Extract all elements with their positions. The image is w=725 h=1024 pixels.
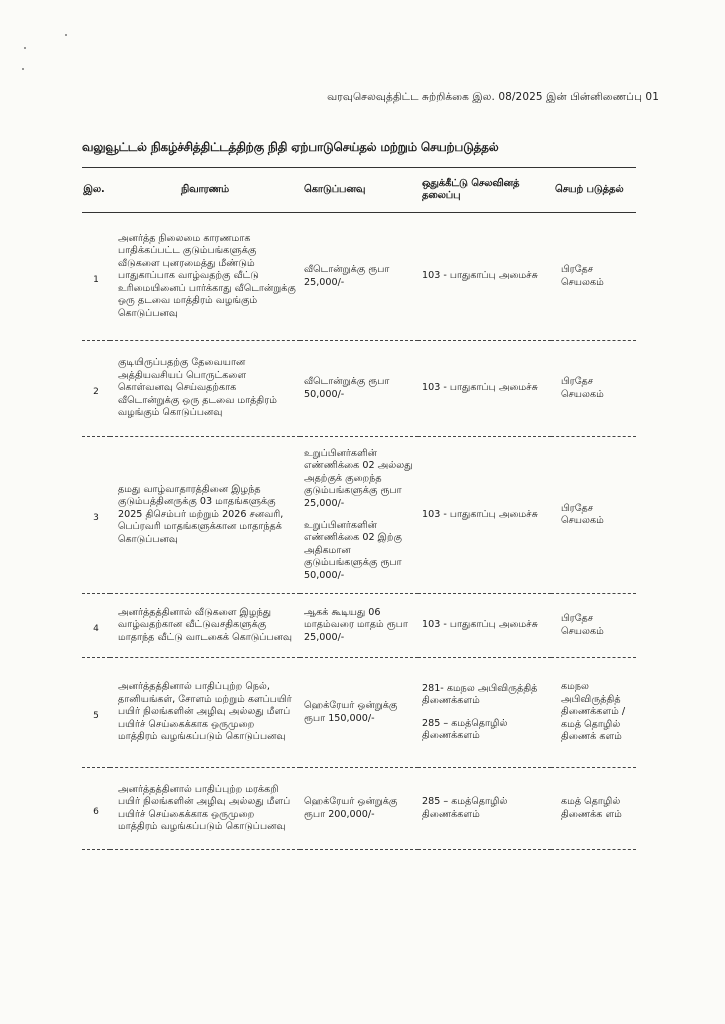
budget-head-agriculture: 285 – கமத்தொழில் திணைக்களம் (422, 717, 508, 741)
row-number: 2 (93, 386, 99, 397)
payment-option-small-family: உறுப்பினர்களின் எண்ணிக்கை 02 அல்லது அதற்குக் குறைந்த குடும்பங்களுக்கு ரூபா 25,000/- (304, 447, 413, 509)
row-number: 6 (93, 806, 99, 817)
budget-head-agrarian: 281- கமநல அபிவிருத்தித் திணைக்களம் (422, 682, 538, 707)
relief-table (82, 167, 636, 850)
payment-cell (300, 437, 418, 594)
document-title: வலுவூட்டல் நிகழ்ச்சித்திட்டத்திற்கு நிதி ஏற்பாடுசெய்தல் மற்றும் செயற்படுத்தல் (82, 140, 499, 154)
table-row (82, 768, 636, 850)
relief-description: குடியிருப்பதற்கு தேவையான அத்தியவசியப் பொருட்களை கொள்வனவு செய்வதற்காக வீடொன்றுக்கு ஒரு தடவை மாத்திரம் வழங்கும் கொடுப்பனவு (118, 357, 277, 419)
implementing-agency: பிரதேச செயலகம் (561, 264, 604, 288)
payment-amount: வீடொன்றுக்கு ரூபா 25,000/- (304, 264, 390, 288)
col-header-payment: கொடுப்பனவு (304, 183, 366, 195)
table-row (82, 437, 636, 594)
relief-description: அனர்த்தத்தினால் வீடுகளை இழந்து வாழ்வதற்கான வீட்டுவசதிகளுக்கு மாதாந்த வீட்டு வாடகைக் கொடுப்பனவு (118, 606, 293, 643)
implementing-agency: கமநல அபிவிருத்தித் திணைக்களம் / கமத் தொழில் திணைக் களம் (561, 681, 626, 743)
col-header-budget-head: ஒதுக்கீட்டு செலவினத் தலைப்பு (422, 177, 520, 201)
table-row (82, 213, 636, 341)
implementing-agency: பிரதேச செயலகம் (561, 376, 604, 400)
budget-head-cell (418, 658, 551, 768)
implementing-agency: பிரதேச செயலகம் (561, 613, 604, 637)
payment-amount: ஹெக்ரேயர் ஒன்றுக்கு ரூபா 200,000/- (304, 796, 398, 820)
budget-head: 103 - பாதுகாப்பு அமைச்சு (422, 619, 538, 631)
col-header-implementation: செயற் படுத்தல் (555, 183, 624, 195)
budget-head: 103 - பாதுகாப்பு அமைச்சு (422, 382, 538, 394)
budget-head: 285 – கமத்தொழில் திணைக்களம் (422, 796, 508, 820)
payment-amount: ஆகக் கூடியது 06 மாதம்வரை மாதம் ரூபா 25,000/- (304, 606, 408, 643)
col-header-description: நிவாரணம் (180, 183, 230, 195)
payment-option-large-family: உறுப்பினர்களின் எண்ணிக்கை 02 இற்கு அதிகமான குடும்பங்களுக்கு ரூபா 50,000/- (304, 520, 402, 581)
implementing-agency: கமத் தொழில் திணைக்க ளம் (561, 796, 622, 820)
implementing-agency: பிரதேச செயலகம் (561, 502, 604, 526)
row-number: 4 (93, 623, 99, 634)
col-header-no: இல. (83, 183, 105, 195)
budget-head: 103 - பாதுகாப்பு அமைச்சு (422, 270, 538, 282)
payment-amount: வீடொன்றுக்கு ரூபா 50,000/- (304, 376, 390, 400)
table-row (82, 658, 636, 768)
payment-amount: ஹெக்ரேயர் ஒன்றுக்கு ரூபா 150,000/- (304, 700, 398, 724)
relief-description: அனர்த்தத்தினால் பாதிப்புற்ற மரக்கறி பயிர் நிலங்களின் அழிவு அல்லது மீளப் பயிர்ச் செய்கைக்காக ஒருமுறை மாத்திரம் வழங்கப்படும் கொடுப்பனவு (118, 783, 291, 832)
relief-description: அனர்த்தத்தினால் பாதிப்புற்ற நெல், தானியங்கள், சோளம் மற்றும் களப்பயிர் பயிர் நிலங்களின் அழிவு அல்லது மீளப் பயிர்ச் செய்கைக்காக ஒருமுறை மாத்திரம் வழங்கப்படும் கொடுப்பனவு (118, 681, 292, 743)
table-row (82, 341, 636, 437)
relief-description: அனர்த்த நிலைமை காரணமாக பாதிக்கப்பட்ட குடும்பங்களுக்கு வீடுகளை புனரமைத்து மீண்டும் பாதுகாப்பாக வாழ்வதற்கு வீட்டு உரிமையினைப் பார்க்காது வீடொன்றுக்கு ஒரு தடவை மாத்திரம் வழங்கும் கொடுப்பனவு (118, 233, 296, 319)
appendix-reference: வரவுசெலவுத்திட்ட சுற்றிக்கை இல. 08/2025 இன் பின்னிணைப்பு 01 (327, 91, 659, 103)
relief-description: தமது வாழ்வாதாரத்தினை இழந்த குடும்பத்தினருக்கு 03 மாதங்களுக்கு 2025 திசெம்பர் மற்றும் 2026 சனவரி, பெப்ரவரி மாதங்களுக்கான மாதாந்தக் கொடுப்பனவு (118, 483, 284, 545)
table-row (82, 594, 636, 658)
budget-head: 103 - பாதுகாப்பு அமைச்சு (422, 508, 538, 520)
row-number: 3 (93, 513, 99, 524)
row-number: 5 (93, 710, 99, 721)
row-number: 1 (93, 274, 99, 285)
table-header-row (82, 168, 636, 213)
